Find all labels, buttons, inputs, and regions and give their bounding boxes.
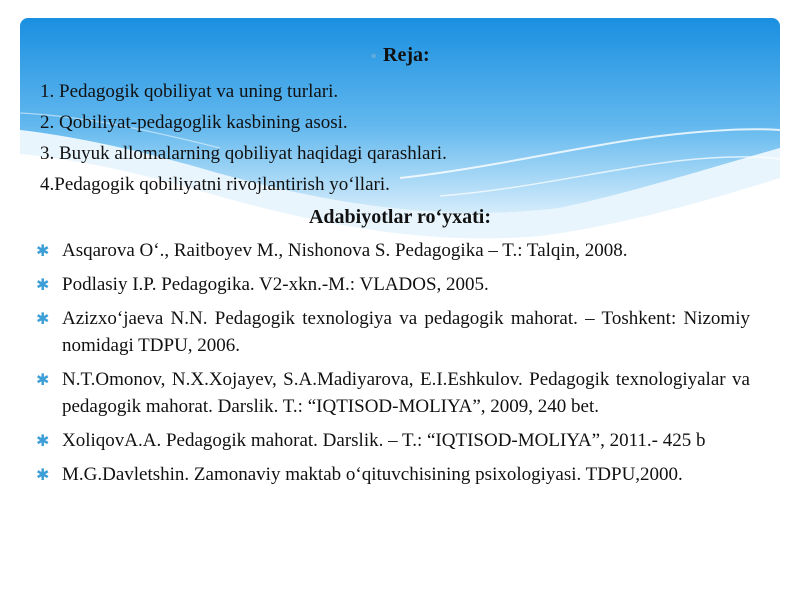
asterisk-icon: ✱ xyxy=(36,309,50,328)
reference-item xyxy=(36,427,750,454)
plan-list xyxy=(40,76,760,200)
asterisk-icon: ✱ xyxy=(36,275,50,294)
plan-item: 2. Qobiliyat-pedagoglik kasbining asosi. xyxy=(40,112,348,133)
reference-text: Asqarova O‘., Raitboyev M., Nishonova S. Pedagogika – T.: Talqin, 2008. xyxy=(62,240,628,261)
plan-title xyxy=(0,44,800,67)
asterisk-icon: ✱ xyxy=(36,465,50,484)
reference-item xyxy=(36,366,750,420)
reference-text: M.G.Davletshin. Zamonaviy maktab o‘qituvchisining psixologiyasi. TDPU,2000. xyxy=(62,464,683,485)
asterisk-icon: ✱ xyxy=(36,241,50,260)
references-list xyxy=(36,237,750,495)
reference-item xyxy=(36,305,750,359)
asterisk-icon: ✱ xyxy=(36,370,50,389)
circle-bullet-icon: ● xyxy=(370,50,377,63)
asterisk-icon: ✱ xyxy=(36,431,50,450)
references-title: Adabiyotlar ro‘yxati: xyxy=(308,206,492,228)
reference-text: N.T.Omonov, N.X.Xojayev, S.A.Madiyarova, E.I.Eshkulov. Pedagogik texnologiyalar va pedagogik mahorat. Darslik. T.: “IQTISOD-MOLIYA”, 2009, 240 bet. xyxy=(62,369,750,417)
reference-item xyxy=(36,271,750,298)
reference-text: Azizxo‘jaeva N.N. Pedagogik texnologiya va pedagogik mahorat. – Toshkent: Nizomiy nomidagi TDPU, 2006. xyxy=(62,308,750,356)
plan-item: 4.Pedagogik qobiliyatni rivojlantirish yo‘llari. xyxy=(40,174,390,195)
plan-item: 1. Pedagogik qobiliyat va uning turlari. xyxy=(40,81,339,102)
plan-item: 3. Buyuk allomalarning qobiliyat haqidagi qarashlari. xyxy=(40,143,447,164)
reference-item xyxy=(36,461,750,488)
plan-title-text: Reja: xyxy=(383,44,430,66)
reference-item xyxy=(36,237,750,264)
reference-text: XoliqovA.A. Pedagogik mahorat. Darslik. – T.: “IQTISOD-MOLIYA”, 2011.- 425 b xyxy=(62,430,706,451)
reference-text: Podlasiy I.P. Pedagogika. V2-xkn.-M.: VLADOS, 2005. xyxy=(62,274,489,295)
